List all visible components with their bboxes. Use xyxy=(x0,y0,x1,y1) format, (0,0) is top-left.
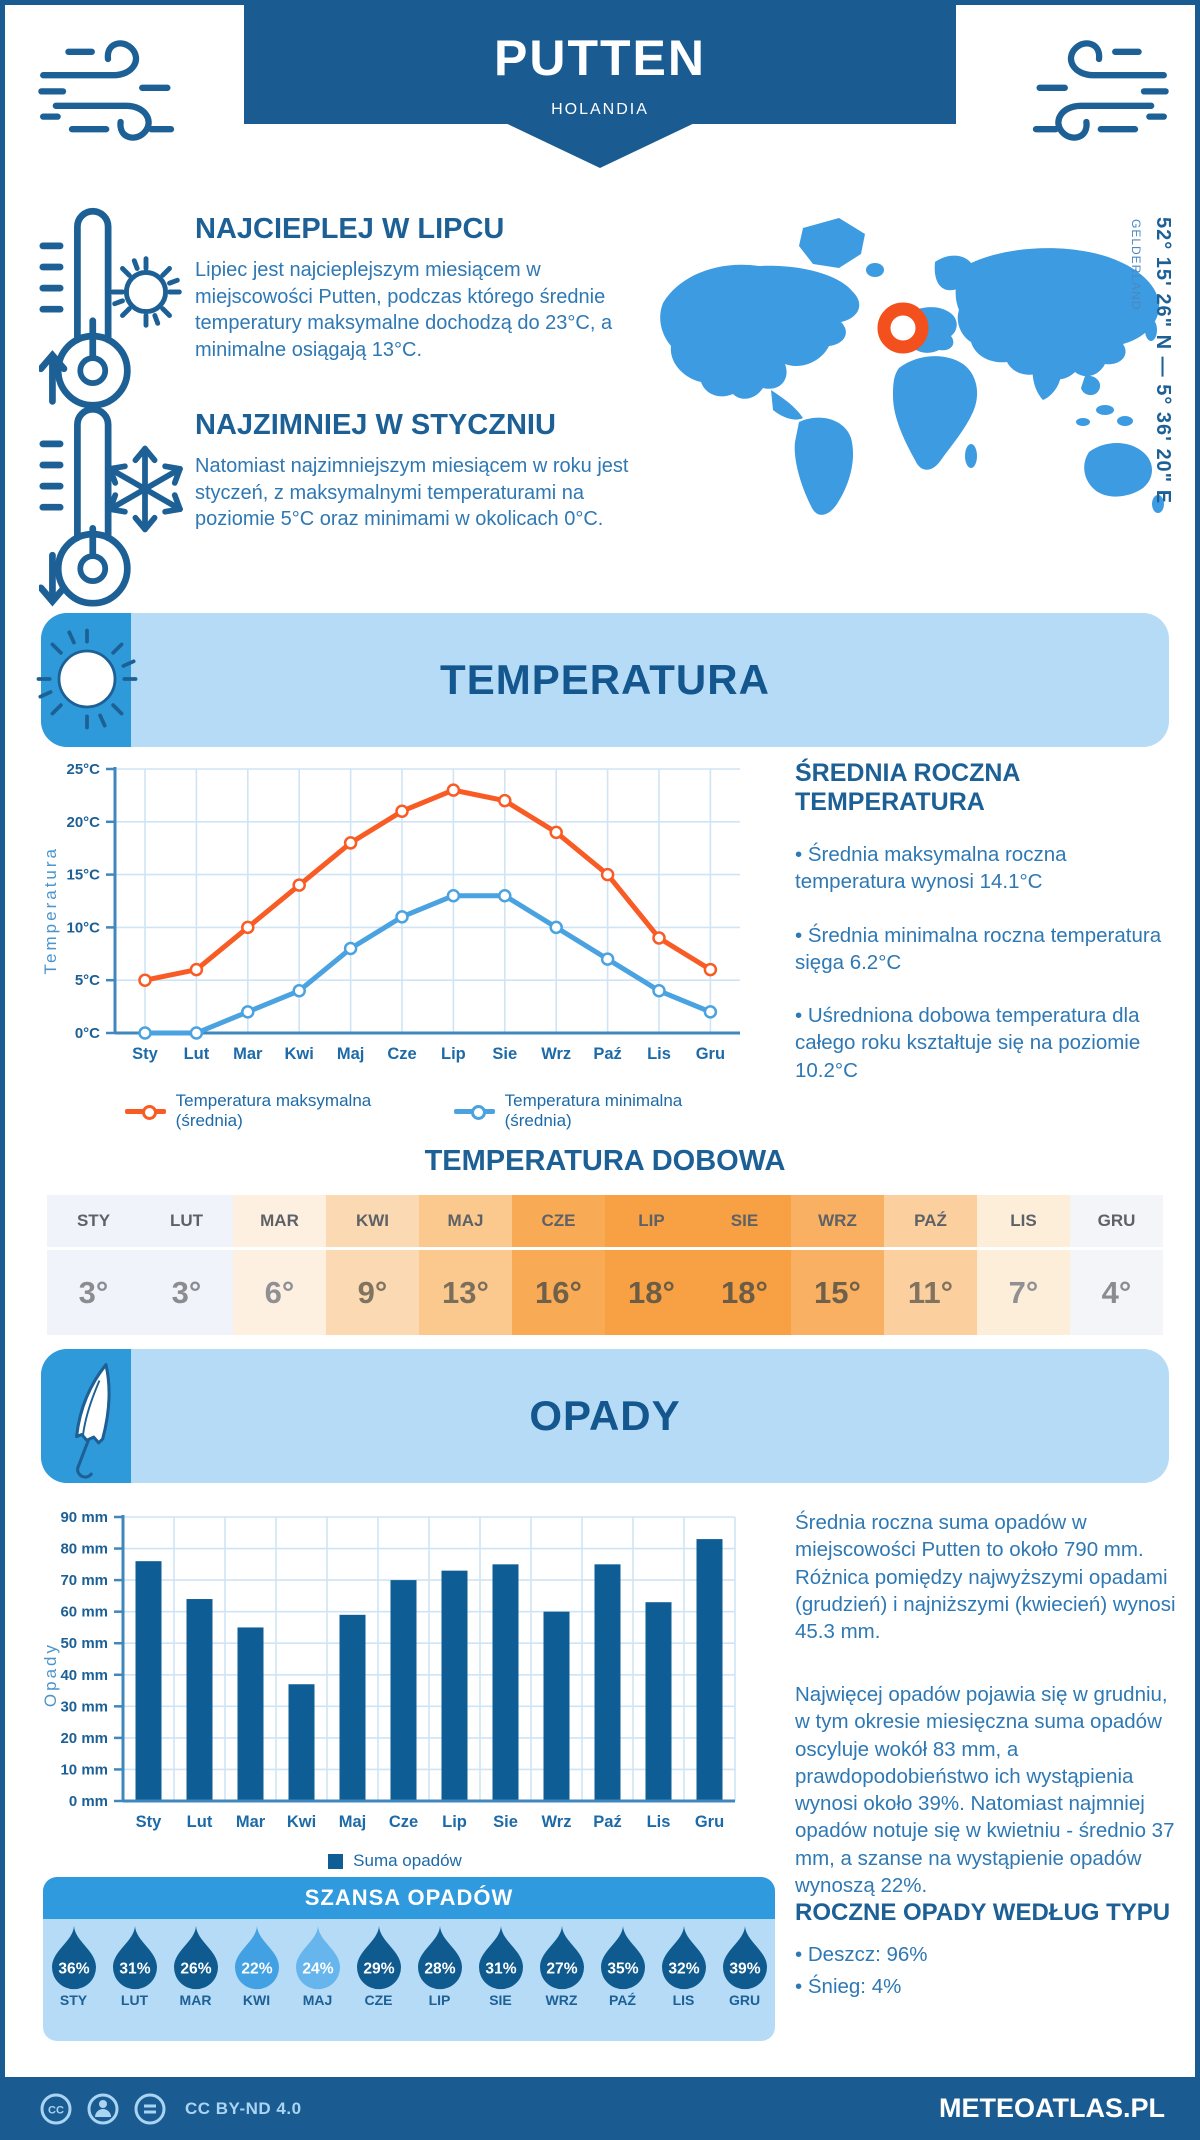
daily-temp-value: 4° xyxy=(1101,1274,1132,1310)
daily-temp-month: CZE xyxy=(541,1211,576,1230)
bar xyxy=(493,1564,519,1801)
raindrop-icon xyxy=(597,1925,649,1991)
svg-text:22%: 22% xyxy=(240,1960,273,1978)
svg-text:20°C: 20°C xyxy=(66,813,100,831)
rain-chance-column xyxy=(165,1925,226,2041)
raindrop-icon xyxy=(292,1925,344,1991)
rain-chance-column xyxy=(348,1925,409,2041)
legend-item-min xyxy=(454,1091,725,1131)
temperature-banner-title: TEMPERATURA xyxy=(440,656,770,703)
daily-temp-month: MAJ xyxy=(447,1211,484,1230)
daily-temp-column xyxy=(47,1195,140,1335)
svg-text:Kwi: Kwi xyxy=(284,1045,314,1063)
page-title: PUTTEN xyxy=(494,30,706,86)
daily-temp-column xyxy=(1070,1195,1163,1335)
daily-temp-value: 3° xyxy=(171,1274,202,1310)
daily-temp-month: LIP xyxy=(638,1211,665,1230)
data-point xyxy=(345,943,356,954)
world-map xyxy=(653,208,1168,523)
daily-temp-column xyxy=(884,1195,977,1335)
svg-text:30 mm: 30 mm xyxy=(60,1698,108,1716)
location-marker xyxy=(884,309,922,347)
warmest-heading: NAJCIEPLEJ W LIPCU xyxy=(195,213,505,245)
svg-text:39%: 39% xyxy=(728,1960,761,1978)
daily-temp-value: 18° xyxy=(721,1274,768,1310)
legend-max-marker xyxy=(125,1109,166,1114)
raindrop-icon xyxy=(536,1925,588,1991)
daily-temperature-heading: TEMPERATURA DOBOWA xyxy=(424,1145,786,1177)
rain-chance-column xyxy=(287,1925,348,2041)
daily-temp-value: 6° xyxy=(264,1274,295,1310)
rain-chance-month: STY xyxy=(59,1992,88,2008)
daily-temp-value: 15° xyxy=(814,1274,861,1310)
daily-temp-column xyxy=(512,1195,605,1335)
svg-text:24%: 24% xyxy=(301,1960,334,1978)
warmest-text: Lipiec jest najcieplejszym miesiącem w miejscowości Putten, podczas którego średnie temperatury maksymalne dochodzą do 23°C, a minimalne osiągają 13°C. xyxy=(195,259,613,361)
svg-text:0 mm: 0 mm xyxy=(68,1793,108,1810)
precipitation-chart-ylabel: Opady xyxy=(41,1642,60,1708)
rain-chance-month: MAR xyxy=(179,1992,212,2008)
svg-text:Maj: Maj xyxy=(336,1045,365,1063)
daily-temperature-table xyxy=(47,1195,1163,1335)
coldest-heading: NAJZIMNIEJ W STYCZNIU xyxy=(195,409,556,441)
temperature-chart-legend xyxy=(125,1091,725,1131)
precipitation-type-bullet: • Deszcz: 96% xyxy=(795,1943,928,1966)
data-point xyxy=(499,890,510,901)
svg-text:CC: CC xyxy=(48,2104,64,2116)
data-point xyxy=(705,964,716,975)
rain-chance-month: LIS xyxy=(672,1992,695,2008)
svg-text:Sie: Sie xyxy=(493,1813,518,1831)
svg-text:Mar: Mar xyxy=(233,1045,263,1063)
raindrop-icon xyxy=(170,1925,222,1991)
rain-chance-month: LIP xyxy=(428,1992,451,2008)
rain-chance-column xyxy=(226,1925,287,2041)
legend-sum-marker xyxy=(328,1854,343,1869)
legend-min-marker xyxy=(454,1109,495,1114)
svg-text:Lis: Lis xyxy=(646,1813,671,1831)
legend-max-label: Temperatura maksymalna (średnia) xyxy=(175,1091,372,1130)
data-point xyxy=(191,1028,202,1039)
svg-text:29%: 29% xyxy=(362,1960,395,1978)
svg-text:35%: 35% xyxy=(606,1960,639,1978)
raindrop-icon xyxy=(48,1925,100,1991)
daily-temp-value: 16° xyxy=(535,1274,582,1310)
footer-bar xyxy=(5,2077,1195,2140)
daily-temp-column xyxy=(140,1195,233,1335)
daily-temp-column xyxy=(326,1195,419,1335)
svg-text:70 mm: 70 mm xyxy=(60,1572,108,1590)
data-point xyxy=(294,985,305,996)
data-point xyxy=(191,964,202,975)
rain-chance-month: GRU xyxy=(728,1992,761,2008)
precipitation-bar-chart xyxy=(35,1501,750,1853)
svg-text:Paź: Paź xyxy=(593,1045,622,1063)
sun-banner-icon xyxy=(31,623,143,735)
svg-text:Lis: Lis xyxy=(647,1045,671,1063)
svg-text:26%: 26% xyxy=(179,1960,212,1978)
data-point xyxy=(242,1006,253,1017)
svg-text:5°C: 5°C xyxy=(74,972,100,990)
daily-temp-column xyxy=(977,1195,1070,1335)
svg-text:Kwi: Kwi xyxy=(286,1813,317,1831)
daily-temp-column xyxy=(419,1195,512,1335)
svg-text:10 mm: 10 mm xyxy=(60,1761,108,1779)
data-point xyxy=(551,827,562,838)
rain-chance-column xyxy=(409,1925,470,2041)
precipitation-paragraph: Najwięcej opadów pojawia się w grudniu, w tym okresie miesięczna suma opadów oscyluje wokół 83 mm, a prawdopodobieństwo ich wystąpienia wynosi około 39%. Natomiast najmniej opadów notuje się w kwietniu - średnio 37 mm, a szanse na wystąpienie opadów wynoszą 22%. xyxy=(795,1683,1175,1897)
precipitation-type-bullet: • Śnieg: 4% xyxy=(795,1974,902,1998)
legend-sum-label: Suma opadów xyxy=(353,1851,462,1870)
rain-chance-column xyxy=(531,1925,592,2041)
precipitation-paragraph: Średnia roczna suma opadów w miejscowości Putten to około 790 mm. Różnica pomiędzy najwyższymi opadami (grudzień) i najniższymi (kwiecień) wynosi 45.3 mm. xyxy=(795,1511,1176,1643)
site-name: METEOATLAS.PL xyxy=(939,2093,1165,2123)
annual-bullet: • Średnia minimalna roczna temperatura sięga 6.2°C xyxy=(795,923,1162,974)
rain-chance-month: LUT xyxy=(120,1992,149,2008)
svg-text:Lip: Lip xyxy=(441,1045,466,1063)
svg-text:28%: 28% xyxy=(423,1960,456,1978)
rain-chance-panel xyxy=(43,1877,775,2041)
daily-temp-month: LUT xyxy=(169,1211,204,1230)
data-point xyxy=(242,922,253,933)
svg-text:27%: 27% xyxy=(545,1960,578,1978)
data-point xyxy=(448,890,459,901)
data-point xyxy=(345,837,356,848)
annual-bullet: • Średnia maksymalna roczna temperatura wynosi 14.1°C xyxy=(795,843,1067,894)
svg-text:Sty: Sty xyxy=(132,1045,158,1063)
data-point xyxy=(140,975,151,986)
daily-temp-month: GRU xyxy=(1097,1211,1136,1230)
legend-min-label: Temperatura minimalna (średnia) xyxy=(504,1091,683,1130)
raindrop-icon xyxy=(109,1925,161,1991)
equals-icon xyxy=(133,2092,167,2126)
daily-temp-column xyxy=(791,1195,884,1335)
daily-temp-column xyxy=(698,1195,791,1335)
svg-text:90 mm: 90 mm xyxy=(60,1509,108,1526)
data-point xyxy=(705,1006,716,1017)
rain-chance-month: MAJ xyxy=(302,1992,333,2008)
svg-text:31%: 31% xyxy=(484,1960,517,1978)
wind-icon xyxy=(1017,23,1172,158)
annual-bullet: • Uśredniona dobowa temperatura dla całego roku kształtuje się na poziomie 10.2°C xyxy=(795,1004,1141,1082)
daily-temp-value: 9° xyxy=(357,1274,388,1310)
daily-temp-value: 18° xyxy=(628,1274,675,1310)
svg-text:10°C: 10°C xyxy=(66,919,100,937)
svg-text:15°C: 15°C xyxy=(66,866,100,884)
region-label: GELDERLAND xyxy=(1129,219,1143,311)
precipitation-chart-legend xyxy=(145,1851,645,1871)
data-point xyxy=(602,869,613,880)
daily-temp-month: SIE xyxy=(730,1211,759,1230)
rain-chance-column xyxy=(653,1925,714,2041)
svg-text:40 mm: 40 mm xyxy=(60,1666,108,1684)
temperature-banner xyxy=(41,613,1169,747)
svg-text:31%: 31% xyxy=(118,1960,151,1978)
svg-text:Gru: Gru xyxy=(694,1813,725,1831)
person-icon xyxy=(86,2092,120,2126)
bar xyxy=(646,1602,672,1801)
bar xyxy=(697,1539,723,1801)
data-point xyxy=(294,880,305,891)
svg-text:Sty: Sty xyxy=(135,1813,162,1831)
rain-chance-column xyxy=(43,1925,104,2041)
data-point xyxy=(397,911,408,922)
rain-chance-drops xyxy=(43,1919,775,2041)
temperature-line-chart xyxy=(35,755,750,1105)
raindrop-icon xyxy=(658,1925,710,1991)
svg-text:Mar: Mar xyxy=(235,1813,266,1831)
svg-text:20 mm: 20 mm xyxy=(60,1729,108,1747)
svg-text:Cze: Cze xyxy=(387,1045,417,1063)
legend-item-max xyxy=(125,1091,412,1131)
svg-text:50 mm: 50 mm xyxy=(60,1635,108,1653)
bar xyxy=(238,1627,264,1801)
svg-text:Lut: Lut xyxy=(183,1045,210,1063)
data-point xyxy=(654,932,665,943)
rain-chance-heading: SZANSA OPADÓW xyxy=(43,1877,775,1919)
data-point xyxy=(140,1028,151,1039)
rain-chance-month: SIE xyxy=(489,1992,512,2008)
rain-chance-month: PAŹ xyxy=(609,1992,636,2008)
data-point xyxy=(602,954,613,965)
svg-text:25°C: 25°C xyxy=(66,761,100,778)
svg-text:80 mm: 80 mm xyxy=(60,1540,108,1558)
daily-temp-month: MAR xyxy=(260,1211,299,1230)
page-subtitle: HOLANDIA xyxy=(551,101,649,118)
rain-chance-column xyxy=(470,1925,531,2041)
daily-temp-month: WRZ xyxy=(818,1211,857,1230)
svg-text:Paź: Paź xyxy=(593,1813,622,1831)
data-point xyxy=(448,785,459,796)
bar xyxy=(289,1684,315,1801)
wind-icon xyxy=(35,23,190,158)
svg-text:Gru: Gru xyxy=(695,1045,726,1063)
bar xyxy=(340,1615,366,1801)
svg-text:Lip: Lip xyxy=(442,1813,467,1831)
bar xyxy=(595,1564,621,1801)
svg-text:36%: 36% xyxy=(57,1960,90,1978)
raindrop-icon xyxy=(353,1925,405,1991)
daily-temp-month: LIS xyxy=(1010,1211,1037,1230)
svg-text:Maj: Maj xyxy=(338,1813,367,1831)
data-point xyxy=(499,795,510,806)
annual-temperature-heading: ŚREDNIA ROCZNA TEMPERATURA xyxy=(795,759,1020,816)
svg-text:60 mm: 60 mm xyxy=(60,1603,108,1621)
svg-text:Wrz: Wrz xyxy=(541,1813,572,1831)
svg-text:32%: 32% xyxy=(667,1960,700,1978)
coldest-text: Natomiast najzimniejszym miesiącem w roku jest styczeń, z maksymalnymi temperaturami na poziomie 5°C oraz minimami w okolicach 0°C. xyxy=(195,455,629,531)
rain-chance-column xyxy=(104,1925,165,2041)
data-point xyxy=(397,806,408,817)
daily-temp-value: 3° xyxy=(78,1274,109,1310)
daily-temp-value: 13° xyxy=(442,1274,489,1310)
snowflake-icon xyxy=(97,441,193,537)
bar xyxy=(442,1571,468,1801)
raindrop-icon xyxy=(719,1925,771,1991)
svg-text:Cze: Cze xyxy=(388,1813,419,1831)
bar xyxy=(544,1612,570,1801)
daily-temp-column xyxy=(605,1195,698,1335)
sun-icon xyxy=(99,245,193,339)
precipitation-banner xyxy=(41,1349,1169,1483)
raindrop-icon xyxy=(231,1925,283,1991)
temperature-chart-ylabel: Temperatura xyxy=(41,845,60,975)
svg-text:Wrz: Wrz xyxy=(541,1045,572,1063)
daily-temp-column xyxy=(233,1195,326,1335)
rain-chance-month: CZE xyxy=(364,1992,393,2008)
precipitation-banner-title: OPADY xyxy=(529,1392,681,1439)
rain-chance-month: WRZ xyxy=(545,1992,578,2008)
bar xyxy=(136,1561,162,1801)
daily-temp-month: KWI xyxy=(355,1211,390,1230)
precipitation-type-heading: ROCZNE OPADY WEDŁUG TYPU xyxy=(795,1899,1171,1926)
rain-chance-column xyxy=(714,1925,775,2041)
data-point xyxy=(551,922,562,933)
daily-temp-month: STY xyxy=(76,1211,111,1230)
rain-chance-column xyxy=(592,1925,653,2041)
daily-temp-month: PAŹ xyxy=(914,1211,947,1230)
annual-temperature-panel xyxy=(795,759,1175,1110)
daily-temp-value: 7° xyxy=(1008,1274,1039,1310)
raindrop-icon xyxy=(475,1925,527,1991)
svg-text:0°C: 0°C xyxy=(74,1025,100,1042)
license-text: CC BY-ND 4.0 xyxy=(185,2098,302,2118)
svg-text:Lut: Lut xyxy=(186,1813,213,1831)
bar xyxy=(391,1580,417,1801)
precipitation-type-bullets xyxy=(795,1939,1187,2003)
svg-text:Sie: Sie xyxy=(492,1045,518,1063)
data-point xyxy=(654,985,665,996)
bar xyxy=(187,1599,213,1801)
legend-item-sum xyxy=(328,1851,462,1871)
daily-temp-value: 11° xyxy=(907,1274,954,1310)
coordinates-label: 52° 15' 26" N — 5° 36' 20" E xyxy=(1152,217,1174,505)
cc-license-icons xyxy=(39,2092,167,2126)
raindrop-icon xyxy=(414,1925,466,1991)
rain-chance-month: KWI xyxy=(242,1992,271,2008)
cc-icon xyxy=(39,2092,73,2126)
umbrella-icon xyxy=(33,1357,153,1487)
